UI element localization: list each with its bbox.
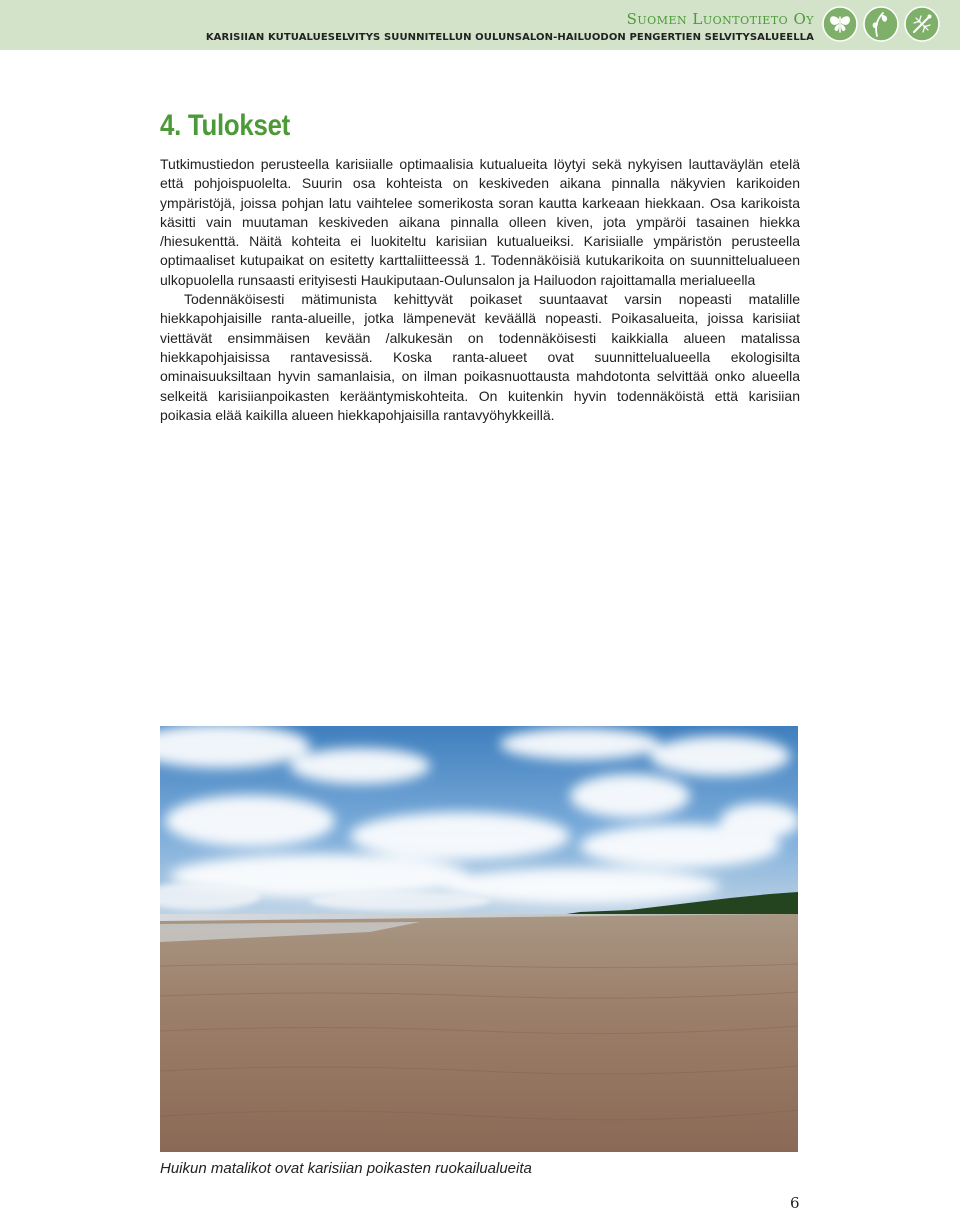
beach-photo [160,726,798,1152]
butterfly-icon [822,6,858,42]
body-text [160,155,800,425]
photo-caption: Huikun matalikot ovat karisiian poikasten ruokailualueita [160,1160,532,1177]
dragonfly-icon [904,6,940,42]
company-name: Suomen Luontotieto Oy [626,10,814,28]
paragraph: Tutkimustiedon perusteella karisiialle optimaalisia kutualueita löytyi sekä nykyisen lauttaväylän etelä että pohjoispuolelta. Suurin osa kohteista on keskiveden aikana pinnalla näkyvien karikoiden ympäristöjä, joissa pohjan latu vaihtelee somerikosta soran kautta karkeaan hiekkaan. Osa karikoista käsitti vain muutaman keskiveden aikana pinnalla olleen kiven, jota ympäröi tasainen hiekka /hiesukenttä. Näitä kohteita ei luokiteltu karisiian kutualueiksi. Karisiialle ympäristön perusteella optimaaliset kutupaikat on esitetty karttaliitteessä 1. Todennäköisiä kutukarikoita on suunnittelualueen ulkopuolella runsaasti erityisesti Haukiputaan-Oulunsalon ja Hailuodon rajoittamalla merialueella [160,156,800,288]
page-number: 6 [790,1194,800,1212]
plant-icon [863,6,899,42]
paragraph: Todennäköisesti mätimunista kehittyvät poikaset suuntaavat varsin nopeasti matalille hiekkapohjaisille ranta-alueille, jotka lämpenevät keväällä nopeasti. Poikasalueita, joissa karisiiat viettävät ensimmäisen kevään /alkukesän on todennäköisesti kaikkialla alueen matalissa hiekkapohjaisissa rantavesissä. Koska ranta-alueet ovat suunnittelualueella ekologisilta ominaisuuksiltaan hyvin samanlaisia, on ilman poikasnuottausta mahdotonta selvittää onko alueella selkeitä karisiianpoikasten kerääntymiskohteita. On kuitenkin hyvin todennäköistä että karisiian poikasia elää kaikilla alueen hiekkapohjaisilla rantavyöhykkeillä. [160,291,800,423]
section-heading: 4. Tulokset [160,109,291,142]
report-title: KARISIIAN KUTUALUESELVITYS SUUNNITELLUN OULUNSALON-HAILUODON PENGERTIEN SELVITYSALUEELLA [205,32,814,43]
